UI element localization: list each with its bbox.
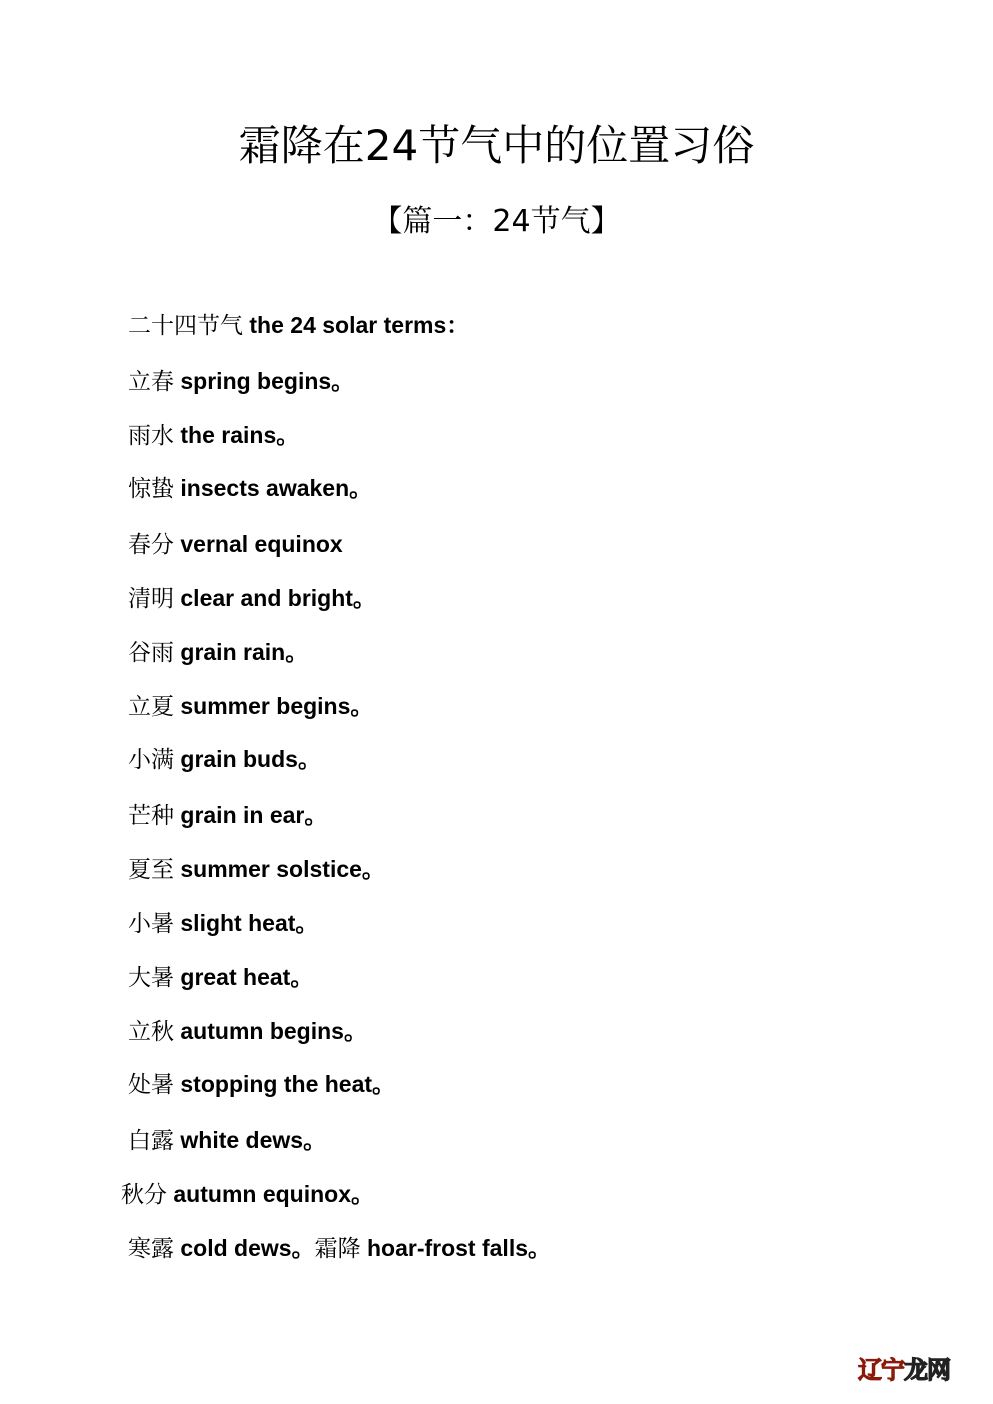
term-cn: 寒露 xyxy=(128,1236,174,1262)
term-en: autumn equinox。 xyxy=(167,1181,374,1207)
term-cn: 清明 xyxy=(128,586,174,612)
list-item xyxy=(128,527,343,562)
term-en: insects awaken。 xyxy=(174,475,373,501)
term-en: grain rain。 xyxy=(174,639,309,665)
term-en: clear and bright。 xyxy=(174,585,376,611)
term-cn: 白露 xyxy=(128,1128,174,1154)
term-en: vernal equinox xyxy=(174,531,343,557)
term-en: spring begins。 xyxy=(174,368,355,394)
term-en: autumn begins。 xyxy=(174,1018,367,1044)
list-item xyxy=(128,798,327,833)
list-item xyxy=(128,364,354,399)
page-title: 霜降在24节气中的位置习俗 xyxy=(238,121,755,170)
intro-en: the 24 solar terms： xyxy=(243,312,470,338)
list-item xyxy=(128,906,318,941)
list-item xyxy=(128,689,373,724)
term-en: summer begins。 xyxy=(174,693,374,719)
list-item xyxy=(128,635,308,670)
list-item xyxy=(128,852,385,887)
watermark-part-1: 辽宁 xyxy=(858,1356,904,1384)
term-en: white dews。 xyxy=(174,1127,327,1153)
site-watermark-logo xyxy=(858,1354,950,1386)
list-item xyxy=(128,471,372,506)
term-cn: 谷雨 xyxy=(128,640,174,666)
section-heading: 【篇一：24节气】 xyxy=(372,204,621,239)
term-cn: 小满 xyxy=(128,747,174,773)
list-item xyxy=(128,418,299,453)
watermark-part-2: 龙网 xyxy=(904,1356,950,1384)
term-cn: 惊蛰 xyxy=(128,476,174,502)
list-item xyxy=(128,581,376,616)
term-en: the rains。 xyxy=(174,422,300,448)
term-cn: 春分 xyxy=(128,532,174,558)
term-en: stopping the heat。 xyxy=(174,1071,396,1097)
term-cn: 立春 xyxy=(128,369,174,395)
term-en: grain in ear。 xyxy=(174,802,328,828)
term-cn: 夏至 xyxy=(128,857,174,883)
list-item xyxy=(128,1014,367,1049)
term-en: summer solstice。 xyxy=(174,856,385,882)
intro-line xyxy=(128,308,469,343)
term-cn: 雨水 xyxy=(128,423,174,449)
term-cn: 立夏 xyxy=(128,694,174,720)
term-en: cold dews。 xyxy=(174,1235,315,1261)
term-en-2: hoar-frost falls。 xyxy=(360,1235,552,1261)
term-cn-2: 霜降 xyxy=(314,1236,361,1262)
term-cn: 小暑 xyxy=(128,911,174,937)
term-cn: 处暑 xyxy=(128,1072,174,1098)
term-cn: 秋分 xyxy=(121,1182,167,1208)
list-item xyxy=(128,1231,551,1266)
list-item xyxy=(128,1123,326,1158)
term-en: slight heat。 xyxy=(174,910,319,936)
list-item xyxy=(128,1067,395,1102)
list-item xyxy=(128,960,313,995)
term-en: great heat。 xyxy=(174,964,314,990)
list-item xyxy=(121,1177,374,1212)
term-cn: 芒种 xyxy=(128,803,174,829)
term-cn: 大暑 xyxy=(128,965,174,991)
list-item xyxy=(128,742,321,777)
term-en: grain buds。 xyxy=(174,746,321,772)
intro-cn: 二十四节气 xyxy=(128,313,243,339)
term-cn: 立秋 xyxy=(128,1019,174,1045)
